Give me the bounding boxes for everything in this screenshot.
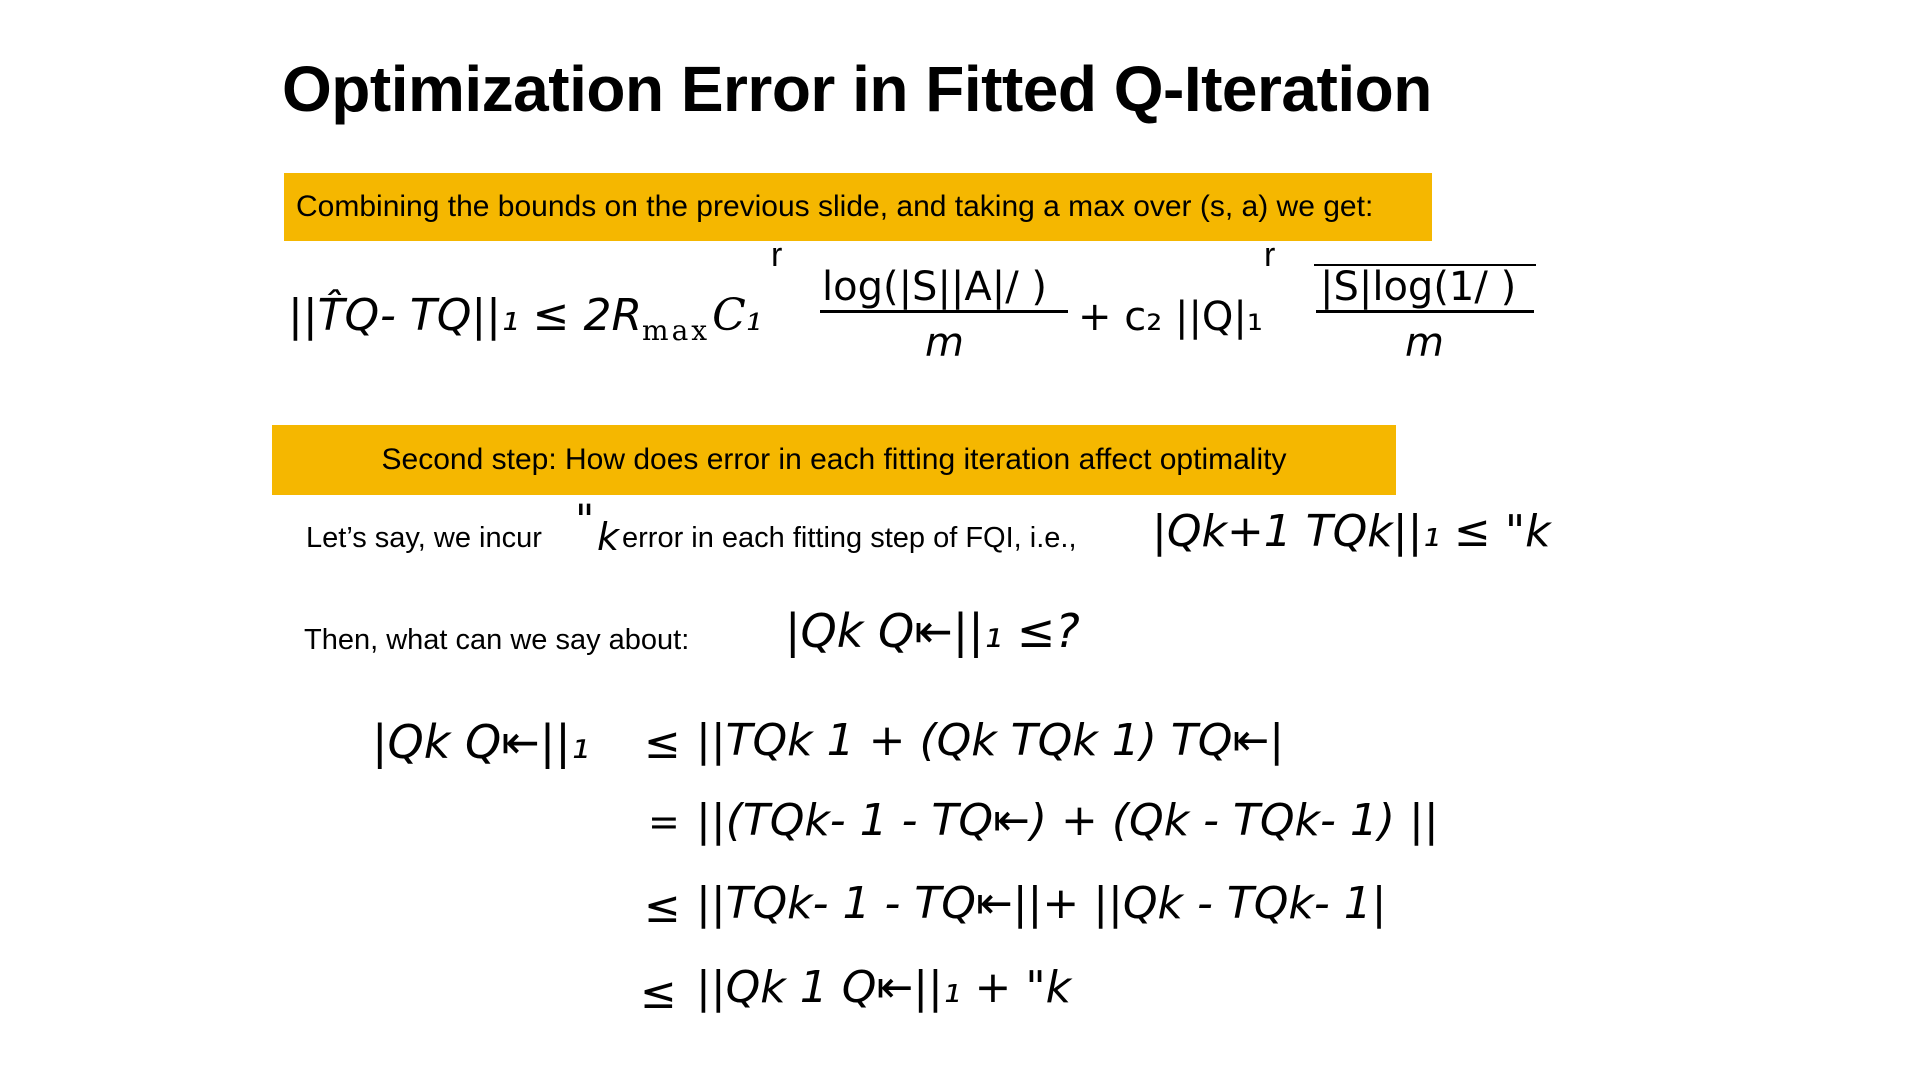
bound-intro-banner (284, 173, 1432, 241)
then-question-text: Then, what can we say about: (304, 624, 690, 656)
derivation-rel-4: ≤ (640, 968, 677, 1019)
epsilon-mark: " (575, 495, 595, 544)
second-step-banner (272, 425, 1396, 495)
derivation-rel-2: = (648, 800, 680, 844)
derivation-rel-1: ≤ (644, 718, 681, 769)
fraction-2-bar (1316, 310, 1534, 313)
bound-lhs: ||T̂Q- $TQ||_1 \le 2R_{max}C_1$ (288, 290, 764, 347)
second-step-text: Second step: How does error in each fitting iteration affect optimality (381, 443, 1287, 476)
derivation-row-1: ||TQk 1 + (Qk TQk 1) TQ⇤| (696, 715, 1285, 766)
slide-title: Optimization Error in Fitted Q-Iteration (282, 53, 1432, 125)
error-each-step-text: error in each fitting step of FQI, i.e., (622, 522, 1077, 554)
fraction-1-bar (820, 310, 1068, 313)
derivation-rel-3: ≤ (644, 882, 681, 933)
step-error-condition: |Qk+1 TQk||₁ ≤ "k (1152, 506, 1551, 557)
epsilon-subscript-k: k (597, 515, 620, 559)
sqrt-mark-1: r (771, 236, 783, 274)
fraction-2-numerator: |S|log(1/ ) (1320, 264, 1517, 310)
sqrt-mark-2: r (1264, 236, 1276, 274)
fraction-1-denominator: m (925, 320, 964, 366)
bound-intro-text: Combining the bounds on the previous slide, and taking a max over (s, a) we get: (296, 190, 1374, 223)
fraction-2-denominator: m (1405, 320, 1444, 366)
derivation-row-3: ||TQk- 1 - TQ⇤||+ ||Qk - TQk- 1| (696, 878, 1387, 929)
fraction-1-numerator: log(|S||A|/ ) (822, 264, 1048, 310)
bound-plus-term: + c₂ ||Q|₁ (1078, 294, 1263, 340)
question-expression: |Qk Q⇤||₁ ≤? (785, 604, 1080, 658)
incur-error-text: Let’s say, we incur (306, 522, 542, 554)
derivation-row-2: ||(TQk- 1 - TQ⇤) + (Qk - TQk- 1) || (696, 795, 1439, 846)
c1-constant: C₁ (712, 290, 764, 341)
derivation-lhs: |Qk Q⇤||₁ (372, 715, 590, 769)
rmax-subscript: max (642, 314, 711, 347)
derivation-row-4: ||Qk 1 Q⇤||₁ + "k (696, 962, 1072, 1013)
